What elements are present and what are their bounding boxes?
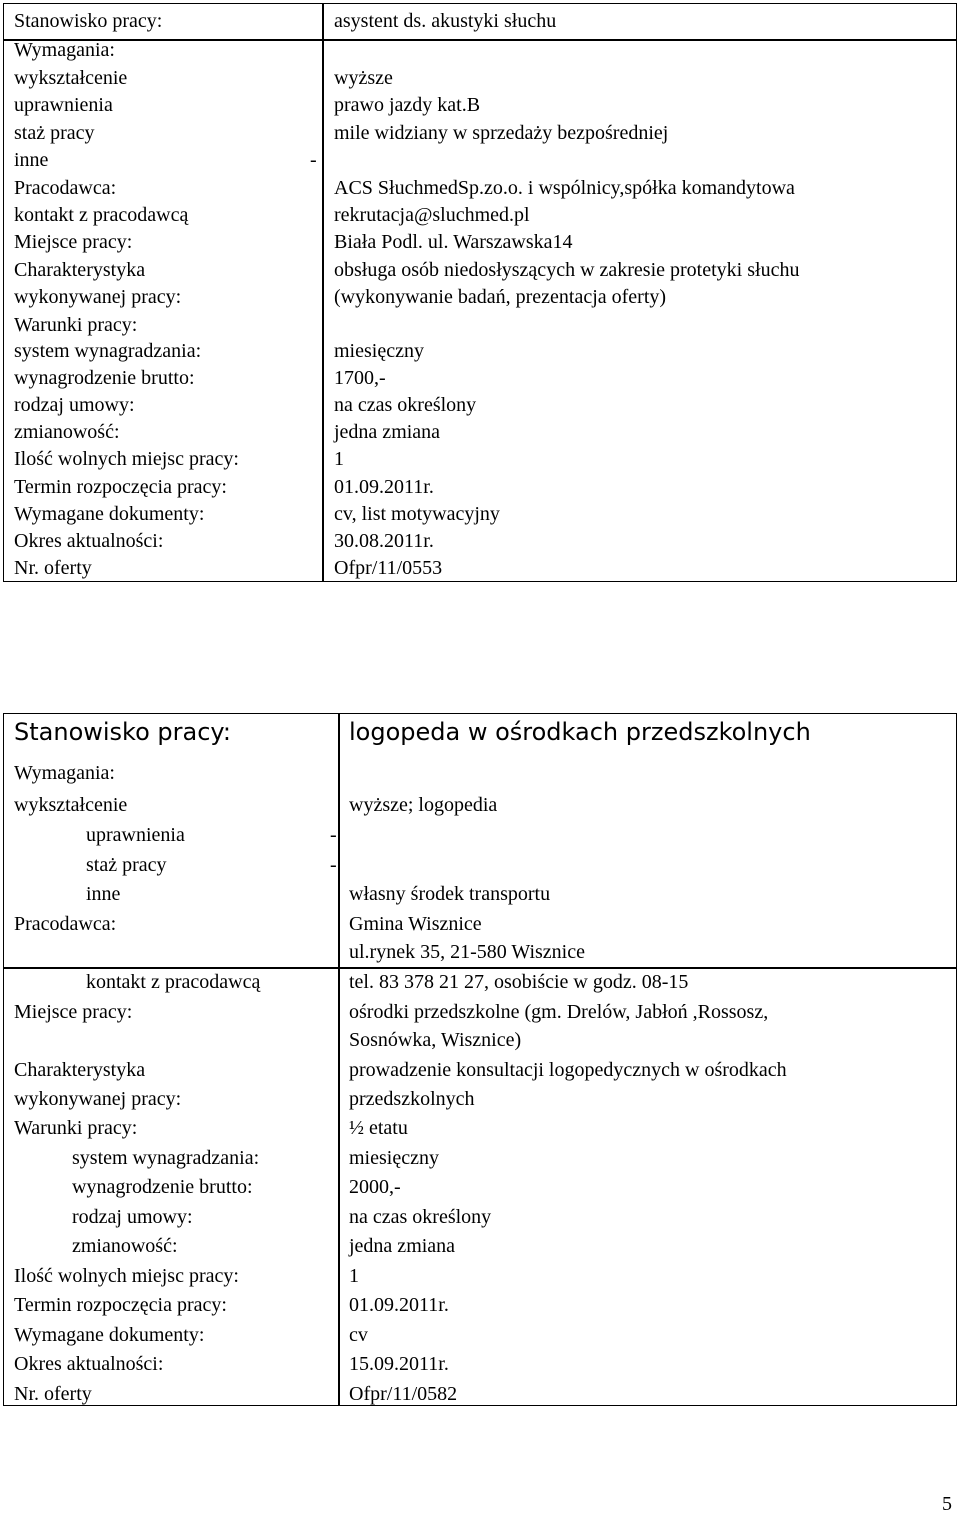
offer-2-contract-value: na czas określony — [349, 1206, 492, 1228]
offer-1-number-label: Nr. oferty — [14, 557, 92, 579]
offer-1-description-value-line-2: (wykonywanie badań, prezentacja oferty) — [334, 286, 667, 308]
offer-1-contact-label: kontakt z pracodawcą — [14, 204, 189, 226]
offer-2-education-label: wykształcenie — [14, 794, 128, 816]
offer-2-column-divider — [338, 713, 340, 1406]
offer-2-documents-value: cv — [349, 1324, 368, 1346]
offer-1-requirements-label: Wymagania: — [14, 39, 115, 61]
offer-1-pay-system-value: miesięczny — [334, 340, 424, 362]
offer-1-shift-value: jedna zmiana — [334, 421, 441, 443]
offer-2-pay-system-label: system wynagradzania: — [72, 1147, 260, 1169]
offer-2-contact-label: kontakt z pracodawcą — [86, 971, 261, 993]
offer-1-contact-value: rekrutacja@sluchmed.pl — [334, 204, 530, 226]
offer-2-validity-label: Okres aktualności: — [14, 1353, 164, 1375]
offer-1-start-label: Termin rozpoczęcia pracy: — [14, 476, 227, 498]
offer-1-column-divider — [322, 3, 324, 582]
offer-2-place-value-line-1: ośrodki przedszkolne (gm. Drelów, Jabłoń ,Rossosz, — [349, 1001, 769, 1023]
offer-2-employer-label: Pracodawca: — [14, 913, 117, 935]
offer-2-description-value-line-1: prowadzenie konsultacji logopedycznych w ośrodkach — [349, 1059, 787, 1081]
page-number: 5 — [942, 1493, 952, 1515]
offer-2-pay-system-value: miesięczny — [349, 1147, 439, 1169]
offer-1-contract-value: na czas określony — [334, 394, 477, 416]
offer-2-validity-value: 15.09.2011r. — [349, 1353, 449, 1375]
offer-2-number-value: Ofpr/11/0582 — [349, 1383, 458, 1405]
offer-1-vacancies-label: Ilość wolnych miejsc pracy: — [14, 448, 239, 470]
offer-2-license-label: uprawnienia — [86, 824, 185, 846]
offer-2-other-label: inne — [86, 883, 121, 905]
offer-1-validity-value: 30.08.2011r. — [334, 530, 434, 552]
offer-2-start-label: Termin rozpoczęcia pracy: — [14, 1294, 227, 1316]
offer-2-description-label-line-2: wykonywanej pracy: — [14, 1088, 182, 1110]
offer-1-gross-pay-value: 1700,- — [334, 367, 386, 389]
offer-2-conditions-value: ½ etatu — [349, 1117, 408, 1139]
offer-2-gross-pay-value: 2000,- — [349, 1176, 401, 1198]
offer-2-contract-label: rodzaj umowy: — [72, 1206, 193, 1228]
offer-2-description-value-line-2: przedszkolnych — [349, 1088, 475, 1110]
offer-1-start-value: 01.09.2011r. — [334, 476, 434, 498]
offer-2-shift-value: jedna zmiana — [349, 1235, 456, 1257]
offer-2-employer-value-line-2: ul.rynek 35, 21-580 Wisznice — [349, 941, 585, 963]
offer-1-employer-value: ACS SłuchmedSp.zo.o. i wspólnicy,spółka komandytowa — [334, 177, 795, 199]
offer-1-other-label: inne — [14, 149, 49, 171]
offer-1-conditions-label: Warunki pracy: — [14, 314, 138, 336]
offer-2-contact-value: tel. 83 378 21 27, osobiście w godz. 08-15 — [349, 971, 689, 993]
offer-1-shift-label: zmianowość: — [14, 421, 120, 443]
offer-2-place-label: Miejsce pracy: — [14, 1001, 133, 1023]
offer-1-other-value: - — [310, 149, 317, 171]
offer-1-gross-pay-label: wynagrodzenie brutto: — [14, 367, 195, 389]
offer-1-education-label: wykształcenie — [14, 67, 128, 89]
offer-1-number-value: Ofpr/11/0553 — [334, 557, 443, 579]
offer-1-description-label-line-1: Charakterystyka — [14, 259, 146, 281]
offer-1-place-label: Miejsce pracy: — [14, 231, 133, 253]
offer-1-employer-label: Pracodawca: — [14, 177, 117, 199]
offer-2-other-value: własny środek transportu — [349, 883, 551, 905]
offer-2-vacancies-label: Ilość wolnych miejsc pracy: — [14, 1265, 239, 1287]
offer-2-documents-label: Wymagane dokumenty: — [14, 1324, 205, 1346]
offer-1-license-value: prawo jazdy kat.B — [334, 94, 481, 116]
offer-1-documents-label: Wymagane dokumenty: — [14, 503, 205, 525]
offer-1-experience-value: mile widziany w sprzedaży bezpośredniej — [334, 122, 669, 144]
offer-1-education-value: wyższe — [334, 67, 393, 89]
offer-2-conditions-label: Warunki pracy: — [14, 1117, 138, 1139]
offer-1-experience-label: staż pracy — [14, 122, 95, 144]
offer-2-employer-value-line-1: Gmina Wisznice — [349, 913, 482, 935]
offer-2-license-value: - — [330, 824, 337, 846]
offer-2-vacancies-value: 1 — [349, 1265, 359, 1287]
offer-2-position-value: logopeda w ośrodkach przedszkolnych — [349, 718, 811, 746]
offer-1-vacancies-value: 1 — [334, 448, 344, 470]
offer-1-place-value: Biała Podl. ul. Warszawska14 — [334, 231, 573, 253]
offer-1-description-label-line-2: wykonywanej pracy: — [14, 286, 182, 308]
offer-1-position-label: Stanowisko pracy: — [14, 10, 163, 32]
offer-1-license-label: uprawnienia — [14, 94, 113, 116]
offer-2-number-label: Nr. oferty — [14, 1383, 92, 1405]
offer-1-pay-system-label: system wynagradzania: — [14, 340, 202, 362]
offer-2-requirements-label: Wymagania: — [14, 762, 115, 784]
offer-1-contract-label: rodzaj umowy: — [14, 394, 135, 416]
offer-1-description-value-line-1: obsługa osób niedosłyszących w zakresie protetyki słuchu — [334, 259, 800, 281]
offer-2-start-value: 01.09.2011r. — [349, 1294, 449, 1316]
offer-2-shift-label: zmianowość: — [72, 1235, 178, 1257]
offer-2-education-value: wyższe; logopedia — [349, 794, 498, 816]
offer-2-gross-pay-label: wynagrodzenie brutto: — [72, 1176, 253, 1198]
offer-2-position-label: Stanowisko pracy: — [14, 718, 231, 746]
offer-2-place-value-line-2: Sosnówka, Wisznice) — [349, 1029, 522, 1051]
offer-2-description-label-line-1: Charakterystyka — [14, 1059, 146, 1081]
offer-1-title-divider — [3, 39, 957, 41]
offer-1-validity-label: Okres aktualności: — [14, 530, 164, 552]
offer-2-experience-label: staż pracy — [86, 854, 167, 876]
offer-1-position-value: asystent ds. akustyki słuchu — [334, 10, 557, 32]
offer-1-documents-value: cv, list motywacyjny — [334, 503, 500, 525]
offer-2-contact-divider — [3, 967, 957, 969]
offer-2-experience-value: - — [330, 854, 337, 876]
